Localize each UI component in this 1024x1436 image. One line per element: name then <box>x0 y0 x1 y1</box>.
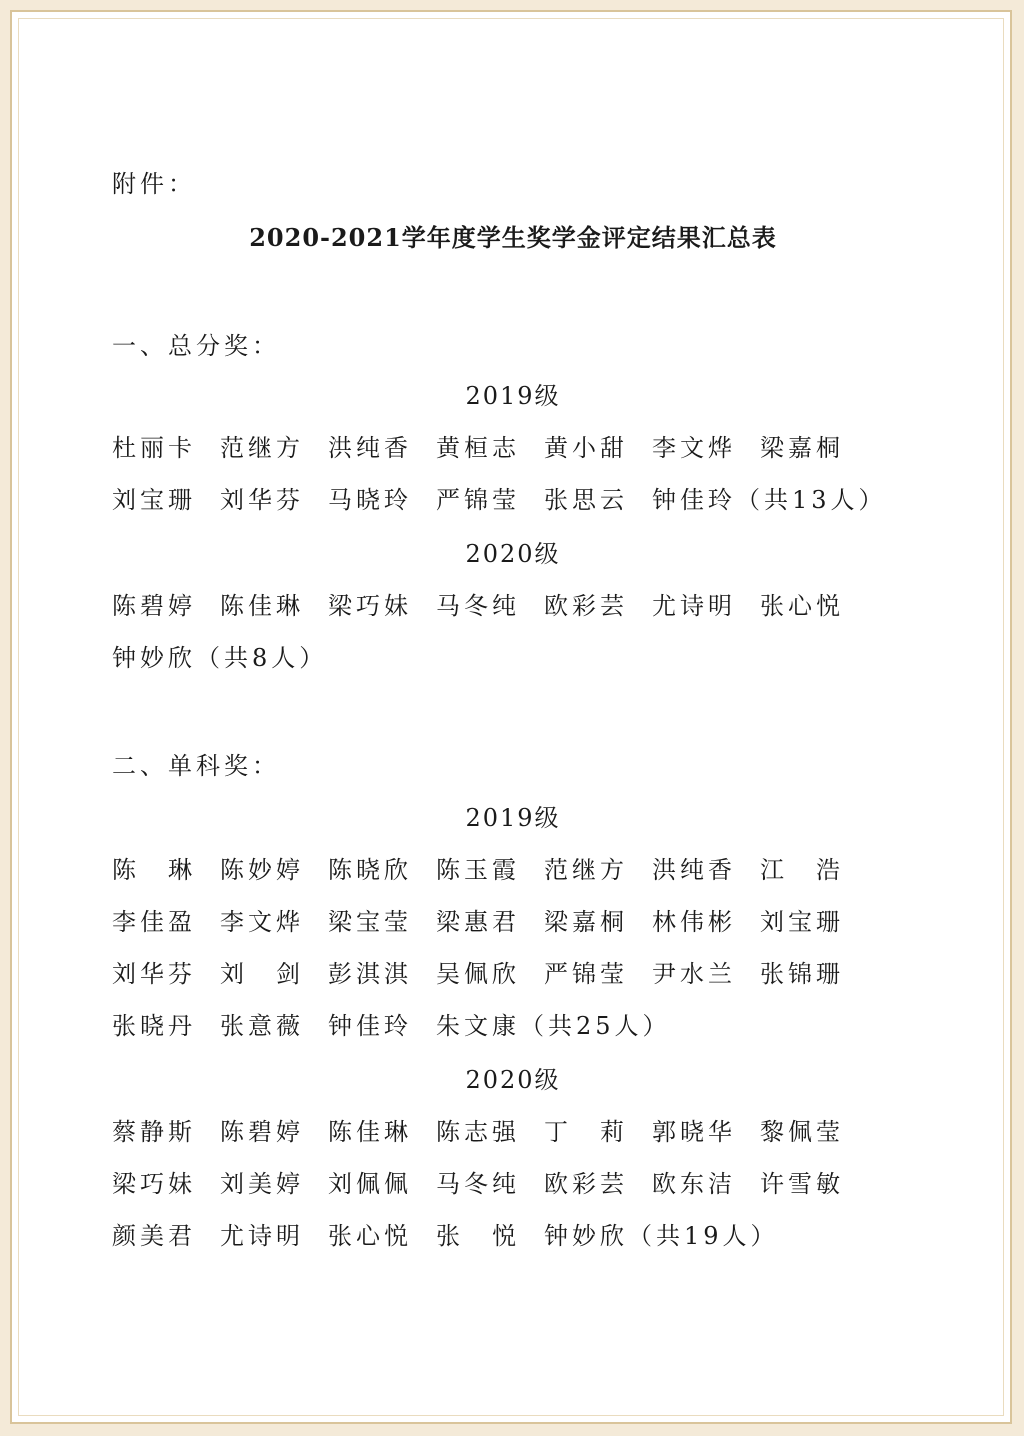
student-name: 马冬纯 <box>436 1170 520 1198</box>
student-name: 黄桓志 <box>436 434 520 462</box>
student-name: 张心悦 <box>328 1222 412 1250</box>
student-name: 刘华芬 <box>220 486 304 514</box>
student-name: 刘宝珊 <box>760 908 844 936</box>
student-name: 严锦莹 <box>436 486 520 514</box>
student-name: 陈玉霞 <box>436 856 520 884</box>
student-name: 陈佳琳 <box>328 1118 412 1146</box>
student-name: 刘 剑 <box>220 960 304 988</box>
student-name: 陈妙婷 <box>220 856 304 884</box>
student-name: 张 悦 <box>436 1222 520 1250</box>
student-name: 马晓玲 <box>328 486 412 514</box>
student-name: 陈佳琳 <box>220 592 304 620</box>
student-name: 严锦莹 <box>544 960 628 988</box>
student-name: 欧东洁 <box>652 1170 736 1198</box>
student-name: 梁巧妹 <box>328 592 412 620</box>
student-name: 张思云 <box>544 486 628 514</box>
attachment-label: 附件： <box>112 170 196 198</box>
student-name: 陈碧婷 <box>220 1118 304 1146</box>
grade-heading: 2020级 <box>465 1066 561 1094</box>
student-name: 梁惠君 <box>436 908 520 936</box>
student-name: 洪纯香 <box>328 434 412 462</box>
student-name: 刘美婷 <box>220 1170 304 1198</box>
student-name: 江 浩 <box>760 856 844 884</box>
student-name: 陈 琳 <box>112 856 196 884</box>
grade-heading: 2019级 <box>465 382 561 410</box>
student-name: 吴佩欣 <box>436 960 520 988</box>
student-name: 梁巧妹 <box>112 1170 196 1198</box>
student-name: 李文烨 <box>652 434 736 462</box>
student-name: 刘华芬 <box>112 960 196 988</box>
student-name: 陈晓欣 <box>328 856 412 884</box>
student-name: 陈碧婷 <box>112 592 196 620</box>
grade-heading: 2020级 <box>465 540 561 568</box>
student-name: 颜美君 <box>112 1222 196 1250</box>
student-name: 欧彩芸 <box>544 1170 628 1198</box>
student-name: 郭晓华 <box>652 1118 736 1146</box>
student-name: 梁宝莹 <box>328 908 412 936</box>
student-name: 刘佩佩 <box>328 1170 412 1198</box>
student-name: 丁 莉 <box>544 1118 628 1146</box>
student-name: 黄小甜 <box>544 434 628 462</box>
student-name: 欧彩芸 <box>544 592 628 620</box>
student-name: 范继方 <box>544 856 628 884</box>
student-name: 尹水兰 <box>652 960 736 988</box>
student-name: 钟佳玲 <box>328 1012 412 1040</box>
student-name: 蔡静斯 <box>112 1118 196 1146</box>
student-name: 彭淇淇 <box>328 960 412 988</box>
grade-heading: 2019级 <box>465 804 561 832</box>
student-name: 李文烨 <box>220 908 304 936</box>
student-name: 杜丽卡 <box>112 434 196 462</box>
student-name: 钟佳玲（共13人） <box>652 486 887 514</box>
student-name: 钟妙欣（共19人） <box>544 1222 779 1250</box>
student-name: 尤诗明 <box>220 1222 304 1250</box>
student-name: 黎佩莹 <box>760 1118 844 1146</box>
student-name: 林伟彬 <box>652 908 736 936</box>
student-name: 陈志强 <box>436 1118 520 1146</box>
section-heading: 二、单科奖： <box>112 752 280 780</box>
section-heading: 一、总分奖： <box>112 332 280 360</box>
student-name: 刘宝珊 <box>112 486 196 514</box>
document-title: 2020-2021学年度学生奖学金评定结果汇总表 <box>249 223 777 252</box>
student-name: 马冬纯 <box>436 592 520 620</box>
student-name: 梁嘉桐 <box>544 908 628 936</box>
student-name: 洪纯香 <box>652 856 736 884</box>
student-name: 张晓丹 <box>112 1012 196 1040</box>
student-name: 李佳盈 <box>112 908 196 936</box>
student-name: 尤诗明 <box>652 592 736 620</box>
student-name: 范继方 <box>220 434 304 462</box>
student-name: 钟妙欣（共8人） <box>112 644 328 672</box>
student-name: 张锦珊 <box>760 960 844 988</box>
student-name: 梁嘉桐 <box>760 434 844 462</box>
document-page <box>10 10 1012 1424</box>
student-name: 张心悦 <box>760 592 844 620</box>
student-name: 朱文康（共25人） <box>436 1012 671 1040</box>
student-name: 张意薇 <box>220 1012 304 1040</box>
student-name: 许雪敏 <box>760 1170 844 1198</box>
